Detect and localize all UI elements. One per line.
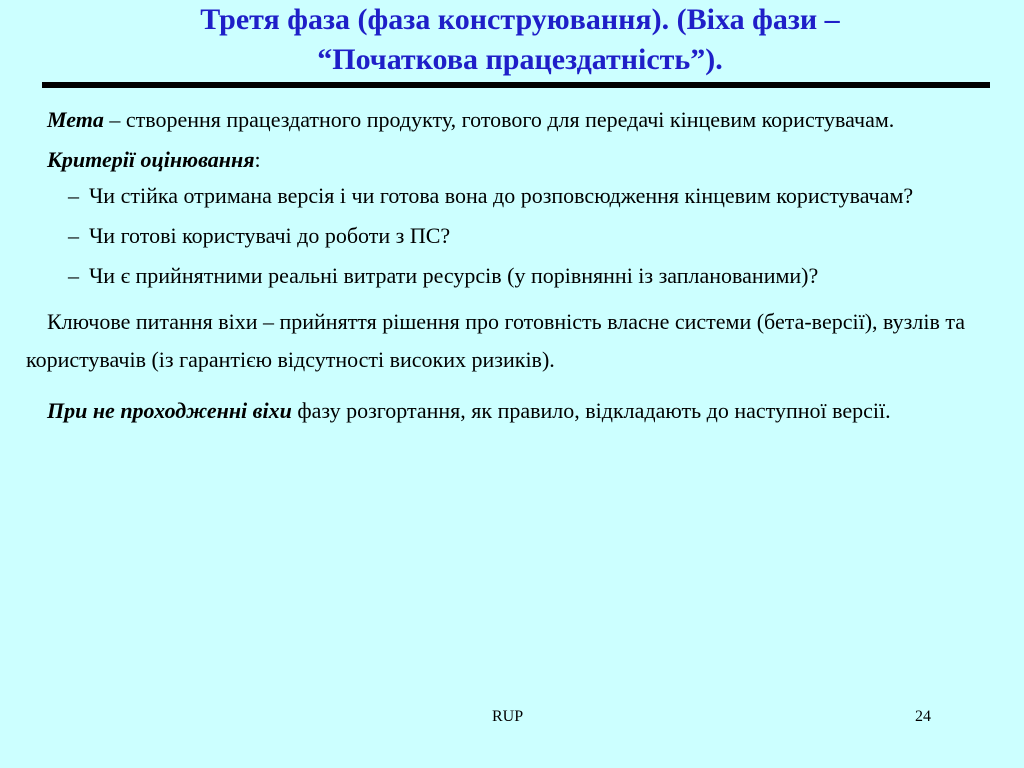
dash-bullet-icon: –	[68, 183, 79, 208]
criteria-item-text: Чи стійка отримана версія і чи готова вона до розповсюдження кінцевим користувачам?	[89, 183, 914, 208]
failure-label: При не проходженні віхи	[47, 398, 292, 423]
dash-bullet-icon: –	[68, 263, 79, 288]
criteria-item	[26, 180, 996, 211]
page-number: 24	[915, 708, 931, 725]
criteria-item-text: Чи готові користувачі до роботи з ПС?	[89, 223, 451, 248]
criteria-label: Критерії оцінювання	[47, 147, 255, 172]
criteria-item-text: Чи є прийнятними реальні витрати ресурсів (у порівнянні із запланованими)?	[89, 263, 819, 288]
goal-label: Мета	[47, 107, 104, 132]
title-divider	[42, 82, 990, 88]
goal-paragraph	[26, 104, 996, 135]
goal-text: – створення працездатного продукту, готового для передачі кінцевим користувачам.	[103, 107, 895, 132]
criteria-heading	[26, 144, 996, 175]
slide-title-line-1: Третя фаза (фаза конструювання). (Віха фази –	[200, 3, 840, 36]
dash-bullet-icon: –	[68, 223, 79, 248]
failure-text: фазу розгортання, як правило, відкладають до наступної версії.	[291, 398, 891, 423]
slide-title-line-2: “Початкова працездатність”).	[317, 43, 723, 76]
criteria-item	[26, 220, 996, 251]
footer-label: RUP	[492, 708, 524, 725]
criteria-list	[26, 180, 996, 291]
failure-paragraph	[26, 391, 996, 430]
criteria-suffix: :	[254, 147, 261, 172]
slide-title	[60, 0, 980, 80]
key-question-paragraph: Ключове питання віхи – прийняття рішення про готовність власне системи (бета-версії), вузлів та користувачів (із гарантією відсутності високих ризиків).	[26, 309, 965, 372]
criteria-item	[26, 260, 996, 291]
slide-body	[26, 104, 996, 430]
